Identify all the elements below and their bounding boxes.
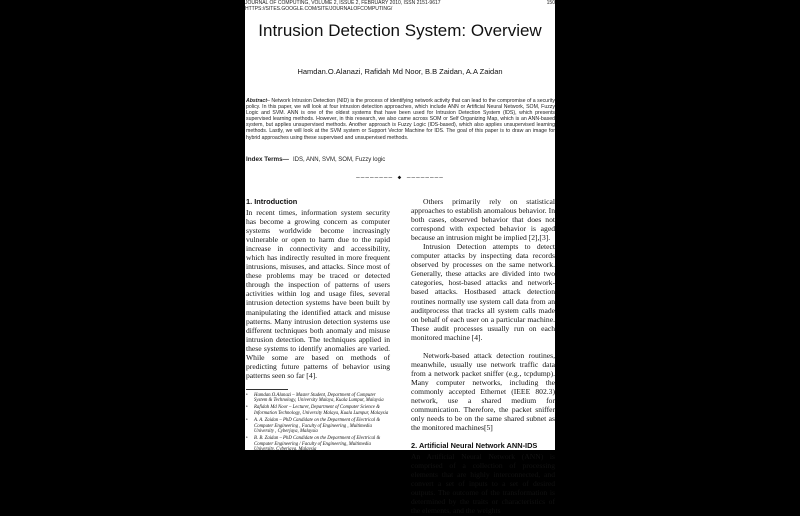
abstract-label: Abstract — [246, 98, 268, 104]
author-list: Hamdan.O.Alanazi, Rafidah Md Noor, B.B Zaidan, A.A Zaidan — [297, 67, 503, 76]
footnotes — [246, 393, 390, 453]
footnote-item: • A. A. Zaidan – PhD Candidate on the Department of Electrical & Computer Engineering , Faculty of Engineering , Multimedia University , Cyberjaya, Malaysia — [246, 418, 390, 435]
section-heading-introduction: 1. Introduction — [246, 197, 298, 206]
body-paragraph: Intrusion Detection attempts to detect computer attacks by inspecting data records observed by processes on the same network. Generally, these attacks are divided into two categories, host-based attacks and network-based attacks. Hostbased attack detection routines normally use system call data from an auditprocess that tracks all system calls made on behalf of each user on a particular machine. These audit processes usually run on each monitored machine [4]. — [411, 242, 555, 342]
section-heading-ann-ids: 2. Artificial Neural Network ANN-IDS — [411, 441, 538, 451]
journal-line: JOURNAL OF COMPUTING, VOLUME 2, ISSUE 2, FEBRUARY 2010, ISSN 2151-9617 — [245, 0, 441, 6]
running-header — [245, 0, 441, 12]
page-number: 150 — [546, 0, 555, 6]
index-terms-values: IDS, ANN, SVM, SOM, Fuzzy logic — [292, 157, 386, 163]
footnote-item: • Hamdan.O.Alanazi – Master Student, Department of Computer System & Technology, University Malaya, Kuala Lumpur, Malaysia — [246, 393, 390, 404]
journal-url: HTTPS://SITES.GOOGLE.COM/SITE/JOURNALOFCOMPUTING/ — [245, 6, 393, 12]
right-column — [411, 197, 555, 516]
body-paragraph: Network-based attack detection routines, meanwhile, usually use network traffic data from a network packet sniffer (e.g., tcpdump). Many computer networks, including the commonly accepted Ethernet (IEEE 802.3) network, use a shared medium for communication. Therefore, the packet sniffer only needs to be on the same shared subnet as the monitored machines[5] — [411, 350, 555, 433]
index-terms-label: Index Terms— — [246, 156, 289, 163]
body-paragraph: An Artificial Neural Network (ANN) is comprised of a collection of processing elements that are highly interconnected, and convert a set of inputs to a set of desired outputs. The outcome of the transformation is determined by the traits or characteristics of the elements, and the weights — [411, 452, 555, 516]
footnote-item: • Rafidah Md Noor – Lecturer, Department of Computer Science & Information Technology, University Malaya, Kuala Lumpur, Malaysia — [246, 405, 390, 416]
index-terms — [246, 156, 385, 163]
section-separator: ———————— ◆ ———————— — [356, 174, 444, 181]
abstract — [246, 98, 555, 141]
abstract-text: – Network Intrusion Detection (NID) is the process of identifying network activity that can lead to the compromise of a security policy. In this paper, we will look at four intrusion detection approaches, which include ANN or Artificial Neural Network, SOM, Fuzzy Logic and SVM. ANN is one of the oldest systems that have been used for Intrusion Detection System (IDS), which presents supervised learning methods. However, in this research, we also came across SOM or Self Organizing Map, which is an ANN-based system, but applies unsupervised methods. Another approach is Fuzzy Logic (IDS-based), which also applies unsupervised learning methods. Lastly, we will look at the SVM system or Support Vector Machine for IDS. The goal of this paper is to draw an image for hybrid approaches using these supervised and unsupervised methods. — [246, 98, 555, 141]
intro-paragraph: In recent times, information system security has become a growing concern as computer systems worldwide become increasingly vulnerable or open to harm due to the rapid increase in connectivity and accessibility, which has indirectly resulted in more frequent intrusions, misuses, and attacks. Since most of these problems may be traced or detected through the inspection of patterns of users activities within log and usage files, several intrusion detection systems have been built by manipulating the identified attack and misuse patterns. Many intrusion detection systems use different techniques both anomaly and misuse intrusion detection. The techniques applied in these systems to identify anomalies are varied. While some are based on methods of predicting future patterns of behavior using patterns seen so far [4]. — [246, 208, 390, 380]
footnote-item: • B. B. Zaidan – PhD Candidate on the Department of Electrical & Computer Engineering / Faculty of Engineering, Multimedia University, Cyberjaya, Malaysia — [246, 436, 390, 453]
paper-page — [245, 0, 555, 516]
body-paragraph: Others primarily rely on statistical approaches to establish anomalous behavior. In both cases, observed behavior that does not correspond with expected behavior is aged because an intrusion might be implied [2],[3]. — [411, 197, 555, 243]
left-column — [246, 197, 390, 454]
paper-title: Intrusion Detection System: Overview — [258, 21, 542, 40]
